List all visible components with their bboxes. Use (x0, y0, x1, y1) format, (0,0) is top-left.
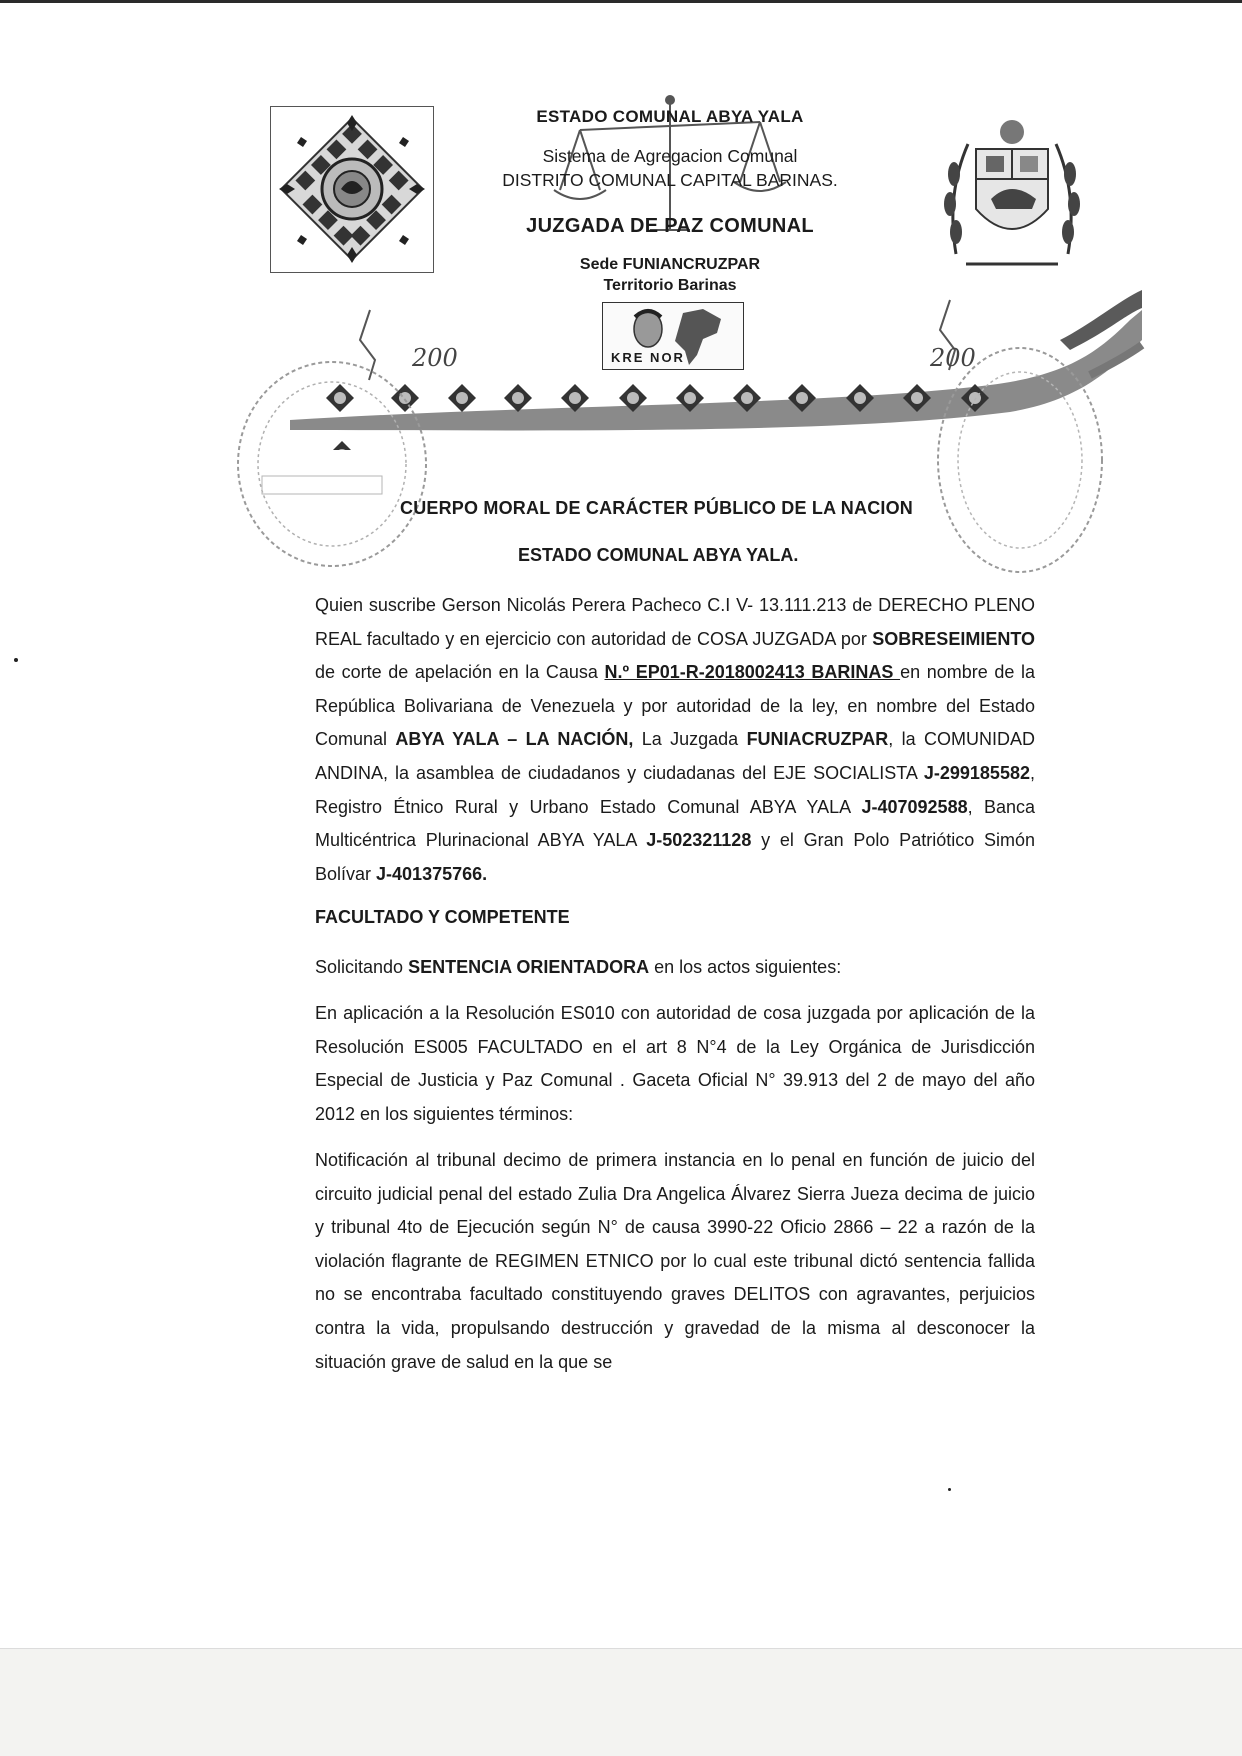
year-mark-left: 200 (412, 344, 458, 372)
request-text-2: en los actos siguientes: (649, 957, 842, 977)
intro-text-1: Quien suscribe Gerson Nicolás Perera Pacheco C.I V- 13.111.213 de DERECHO PLENO REAL facultado y en ejercicio con autoridad de COSA JUZGADA por (315, 595, 1035, 649)
intro-bold-sobreseimiento: SOBRESEIMIENTO (872, 628, 1035, 649)
header-court-name: JUZGADA DE PAZ COMUNAL (526, 215, 814, 237)
intro-text-8: y el Gran Polo Patriótico Simón Bolívar (315, 830, 1035, 884)
document-title-line2: ESTADO COMUNAL ABYA YALA. (518, 545, 799, 565)
intro-text-5: , la COMUNIDAD ANDINA, la asamblea de ciudadanos y ciudadanas del EJE SOCIALISTA (315, 729, 1035, 783)
scan-bottom-margin (0, 1648, 1242, 1756)
scan-edge (0, 0, 1242, 3)
intro-text-3: en nombre de la República Bolivariana de Venezuela y por autoridad de la ley, en nombre del Estado Comunal (315, 662, 1035, 750)
section-heading (315, 901, 1035, 935)
year-mark-right: 200 (930, 344, 976, 372)
rif-banca: J-502321128 (646, 830, 752, 851)
header-system-name: Sistema de Agregacion Comunal (542, 146, 798, 166)
coat-of-arms (936, 104, 1088, 284)
document-title-line1: CUERPO MORAL DE CARÁCTER PÚBLICO DE LA NACION (400, 498, 914, 518)
request-bold-sentencia: SENTENCIA ORIENTADORA (408, 957, 650, 977)
kre-nor-label: KRE NOR (611, 350, 685, 365)
scan-speck (948, 1488, 951, 1491)
scan-speck (14, 658, 18, 662)
intro-text-4: La Juzgada (633, 729, 747, 750)
rif-eje-socialista: J-299185582 (923, 762, 1030, 783)
case-number: N.º EP01-R-2018002413 BARINAS (604, 662, 901, 683)
intro-text-7: , Banca Multicéntrica Plurinacional ABYA YALA (315, 796, 1035, 851)
header-state-name: ESTADO COMUNAL ABYA YALA (536, 107, 804, 126)
paragraph-introduction (315, 589, 1035, 891)
intro-text-6: , Registro Étnico Rural y Urbano Estado Comunal ABYA YALA (315, 762, 1035, 817)
intro-bold-funiacruzpar: FUNIACRUZPAR (746, 729, 889, 750)
intro-bold-nation: ABYA YALA – LA NACIÓN, (395, 729, 634, 750)
round-stamp-left (232, 346, 437, 576)
header-seat: Sede FUNIANCRUZPAR (579, 256, 761, 273)
header-district-name: DISTRITO COMUNAL CAPITAL BARINAS. (502, 170, 838, 190)
kre-nor-emblem (602, 302, 744, 370)
request-text-1: Solicitando (315, 957, 409, 977)
paragraph-notification: Notificación al tribunal decimo de primera instancia en lo penal en función de juicio del circuito judicial penal del estado Zulia Dra Angelica Álvarez Sierra Jueza decima de juicio y tribunal 4to de Ejecución según N° de causa 3990-22 Oficio 2866 – 22 a razón de la violación flagrante de REGIMEN ETNICO por lo cual este tribunal dictó sentencia fallida no se encontraba facultado constituyendo graves DELITOS con agravantes, perjuicios contra la vida, propulsando destrucción y gravedad de la misma al desconocer la situación grave de salud en la que se (315, 1150, 1035, 1372)
intro-text-2: de corte de apelación en la Causa (315, 662, 605, 683)
round-stamp-right (930, 340, 1105, 590)
left-emblem-logo (270, 106, 434, 273)
paragraph-request (315, 951, 1035, 985)
header-territory: Territorio Barinas (603, 277, 737, 294)
paragraph-resolution: En aplicación a la Resolución ES010 con autoridad de cosa juzgada por aplicación de la Resolución ES005 FACULTADO en el art 8 N°4 de la Ley Orgánica de Jurisdicción Especial de Justicia y Paz Comunal . Gaceta Oficial N° 39.913 del 2 de mayo del año 2012 en los siguientes términos: (315, 1003, 1035, 1124)
rif-registro-etnico: J-407092588 (861, 796, 968, 817)
rif-gran-polo: J-401375766. (376, 863, 488, 884)
section-heading-text: FACULTADO Y COMPETENTE (315, 907, 570, 927)
